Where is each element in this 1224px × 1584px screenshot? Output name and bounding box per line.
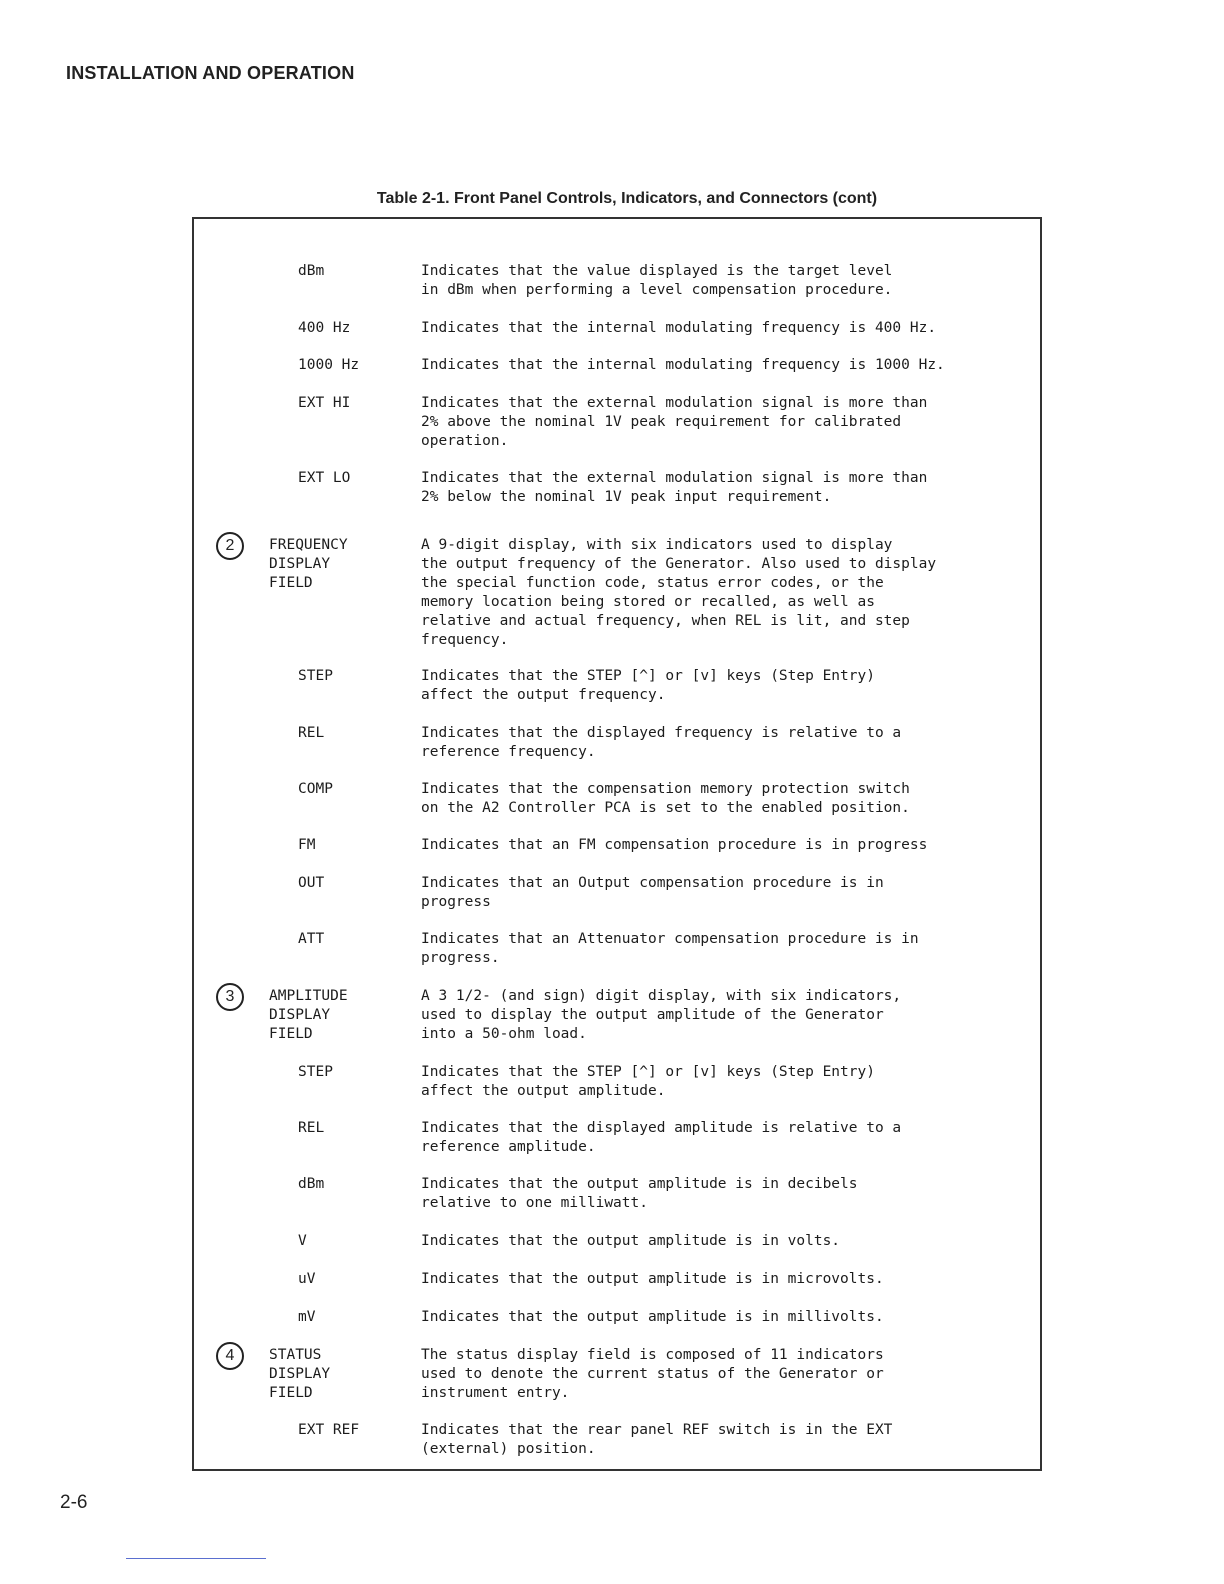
indicator-description: Indicates that the external modulation signal is more than 2% below the nominal 1V peak input requirement. [421,470,928,505]
page-number: 2-6 [60,1492,88,1513]
indicator-name: uV [298,1271,316,1287]
indicator-description: Indicates that an FM compensation procedure is in progress [421,837,928,853]
indicator-description: Indicates that an Attenuator compensation procedure is in progress. [421,931,919,966]
indicator-name: OUT [298,875,325,891]
indicator-name: REL [298,1120,325,1136]
indicator-description: Indicates that the rear panel REF switch is in the EXT (external) position. [421,1422,893,1457]
indicator-name: EXT REF [298,1422,360,1438]
indicator-description: Indicates that the internal modulating frequency is 400 Hz. [421,320,937,336]
footer-rule [126,1558,266,1559]
indicator-name: REL [298,725,325,741]
indicator-description: A 3 1/2- (and sign) digit display, with six indicators, used to display the output amplitude of the Generator into a 50-ohm load. [421,988,902,1042]
indicator-name: FM [298,837,316,853]
callout-number: 2 [216,532,244,560]
indicator-name: 400 Hz [298,320,351,336]
callout-number: 4 [216,1342,244,1370]
indicator-name: COMP [298,781,333,797]
indicator-description: Indicates that the STEP [^] or [v] keys (Step Entry) affect the output amplitude. [421,1064,875,1099]
indicator-description: Indicates that the STEP [^] or [v] keys (Step Entry) affect the output frequency. [421,668,875,703]
callout-number: 3 [216,983,244,1011]
indicator-description: Indicates that the output amplitude is in decibels relative to one milliwatt. [421,1176,858,1211]
indicator-name: 1000 Hz [298,357,360,373]
indicator-name: STEP [298,668,333,684]
indicator-name: V [298,1233,307,1249]
indicator-description: Indicates that the output amplitude is in microvolts. [421,1271,884,1287]
indicator-name: FREQUENCY DISPLAY FIELD [269,537,348,591]
page-header: INSTALLATION AND OPERATION [66,63,355,83]
indicator-description: Indicates that the displayed amplitude is relative to a reference amplitude. [421,1120,902,1155]
indicator-description: Indicates that the output amplitude is in volts. [421,1233,841,1249]
indicator-description: A 9-digit display, with six indicators used to display the output frequency of the Generator. Also used to display the special function code, status error codes, or the memory location being stored or recalled, as well as relative and actual frequency, when REL is lit, and step frequency. [421,537,937,648]
indicator-name: dBm [298,1176,325,1192]
indicator-name: AMPLITUDE DISPLAY FIELD [269,988,348,1042]
indicator-description: Indicates that the external modulation signal is more than 2% above the nominal 1V peak requirement for calibrated operation. [421,395,928,449]
indicator-description: The status display field is composed of 11 indicators used to denote the current status of the Generator or instrument entry. [421,1347,884,1401]
indicator-name: STEP [298,1064,333,1080]
indicator-description: Indicates that the displayed frequency is relative to a reference frequency. [421,725,902,760]
indicator-name: EXT HI [298,395,351,411]
controls-table [192,217,1042,1471]
indicator-name: STATUS DISPLAY FIELD [269,1347,331,1401]
indicator-description: Indicates that the value displayed is the target level in dBm when performing a level compensation procedure. [421,263,893,298]
indicator-name: mV [298,1309,316,1325]
indicator-name: EXT LO [298,470,351,486]
indicator-description: Indicates that the internal modulating frequency is 1000 Hz. [421,357,945,373]
indicator-description: Indicates that the compensation memory protection switch on the A2 Controller PCA is set to the enabled position. [421,781,910,816]
table-caption: Table 2-1. Front Panel Controls, Indicators, and Connectors (cont) [376,190,878,207]
indicator-description: Indicates that the output amplitude is in millivolts. [421,1309,884,1325]
indicator-description: Indicates that an Output compensation procedure is in progress [421,875,884,910]
indicator-name: dBm [298,263,325,279]
indicator-name: ATT [298,931,325,947]
